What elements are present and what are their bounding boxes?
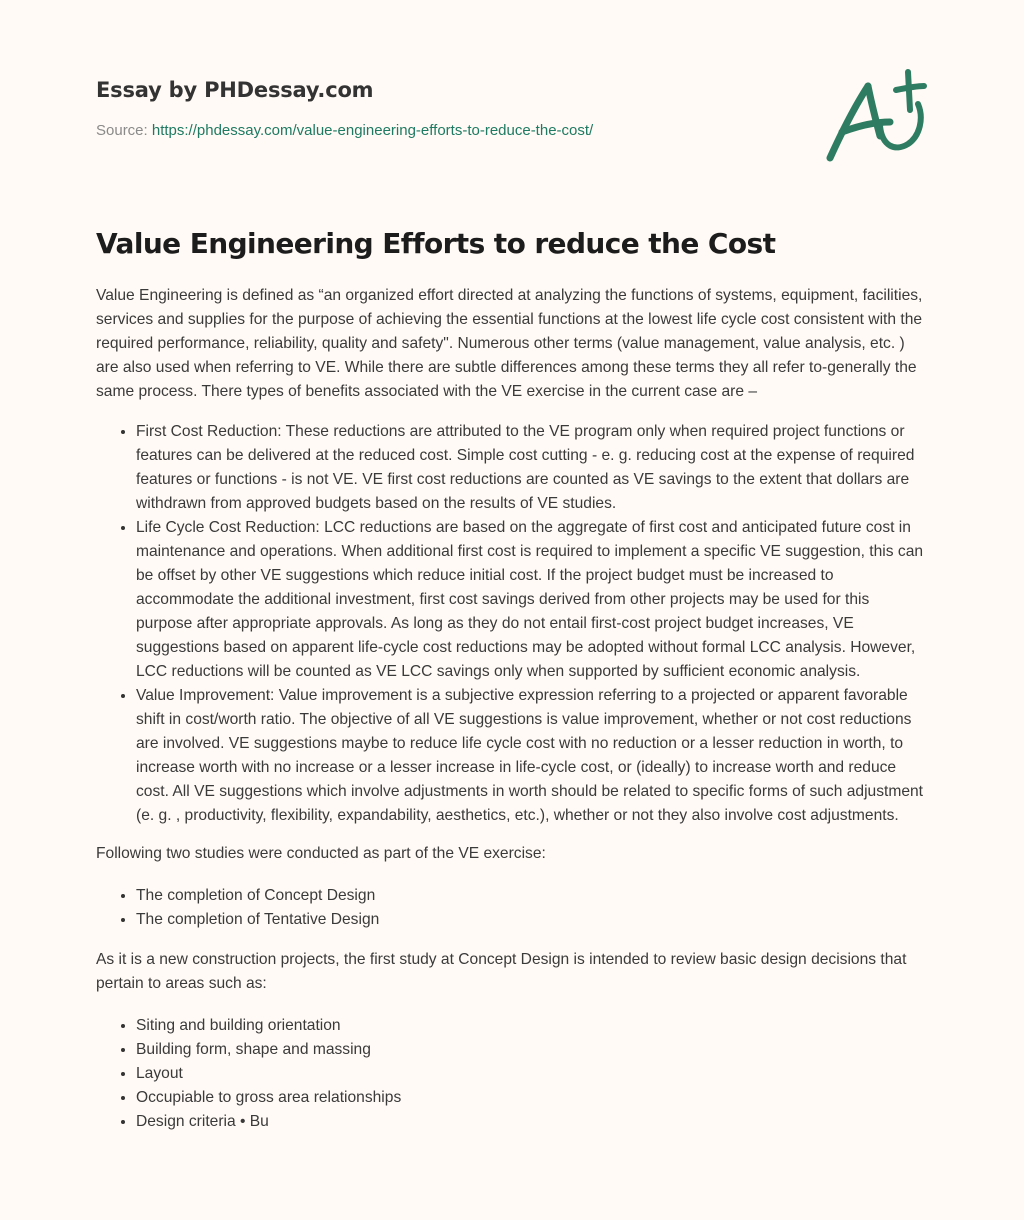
a-plus-grade-icon bbox=[820, 66, 930, 166]
article-body bbox=[96, 284, 926, 1150]
source-link[interactable]: https://phdessay.com/value-engineering-efforts-to-reduce-the-cost/ bbox=[151, 122, 594, 139]
page-header bbox=[96, 76, 796, 141]
site-brand: Essay by PHDessay.com bbox=[96, 78, 374, 102]
list-item: • First Cost Reduction: These reductions are attributed to the VE program only when required project functions or features can be delivered at the reduced cost. Simple cost cutting - e. g. reducing cost at the expense of required features or functions - is not VE. VE first cost reductions are counted as VE savings to the extent that dollars are withdrawn from approved budgets based on the results of VE studies. bbox=[136, 420, 926, 516]
studies-list bbox=[96, 884, 926, 932]
list-item: • Siting and building orientation bbox=[136, 1014, 926, 1038]
article-title: Value Engineering Efforts to reduce the Cost bbox=[96, 227, 776, 260]
concept-intro-paragraph: As it is a new construction projects, the first study at Concept Design is intended to review basic design decisions that pertain to areas such as: bbox=[96, 951, 907, 992]
list-item: • Life Cycle Cost Reduction: LCC reductions are based on the aggregate of first cost and anticipated future cost in maintenance and operations. When additional first cost is required to implement a specific VE suggestion, this can be offset by other VE suggestions which reduce initial cost. If the project budget must be increased to accommodate the additional investment, first cost savings derived from other projects may be used for this purpose after appropriate approvals. As long as they do not entail first-cost project budget increases, VE suggestions based on apparent life-cycle cost reductions may be adopted without formal LCC analysis. However, LCC reductions will be counted as VE LCC savings only when supported by sufficient economic analysis. bbox=[136, 516, 926, 684]
list-item: • Layout bbox=[136, 1062, 926, 1086]
list-item: • Value Improvement: Value improvement is a subjective expression referring to a projected or apparent favorable shift in cost/worth ratio. The objective of all VE suggestions is value improvement, whether or not cost reductions are involved. VE suggestions maybe to reduce life cycle cost with no reduction or a lesser reduction in worth, to increase worth with no increase or a lesser increase in life-cycle cost, or (ideally) to increase worth and reduce cost. All VE suggestions which involve adjustments in worth should be related to specific forms of such adjustment (e. g. , productivity, flexibility, expandability, aesthetics, etc.), whether or not they also involve cost adjustments. bbox=[136, 684, 926, 828]
list-item: • The completion of Concept Design bbox=[136, 884, 926, 908]
list-item: • Building form, shape and massing bbox=[136, 1038, 926, 1062]
list-item: • The completion of Tentative Design bbox=[136, 908, 926, 932]
source-line bbox=[96, 121, 796, 141]
intro-paragraph: Value Engineering is defined as “an organized effort directed at analyzing the functions of systems, equipment, facilities, services and supplies for the purpose of achieving the essential functions at the lowest life cycle cost consistent with the required performance, reliability, quality and safety". Numerous other terms (value management, value analysis, etc. ) are also used when referring to VE. While there are subtle differences among these terms they all refer to-generally the same process. There types of benefits associated with the VE exercise in the current case are – bbox=[96, 287, 923, 400]
list-item: • Occupiable to gross area relationships bbox=[136, 1086, 926, 1110]
source-label: Source: bbox=[96, 122, 152, 139]
benefits-list bbox=[96, 420, 926, 828]
studies-intro-paragraph: Following two studies were conducted as part of the VE exercise: bbox=[96, 845, 546, 862]
list-item: • Design criteria • Bu bbox=[136, 1110, 926, 1134]
concept-areas-list bbox=[96, 1014, 926, 1134]
